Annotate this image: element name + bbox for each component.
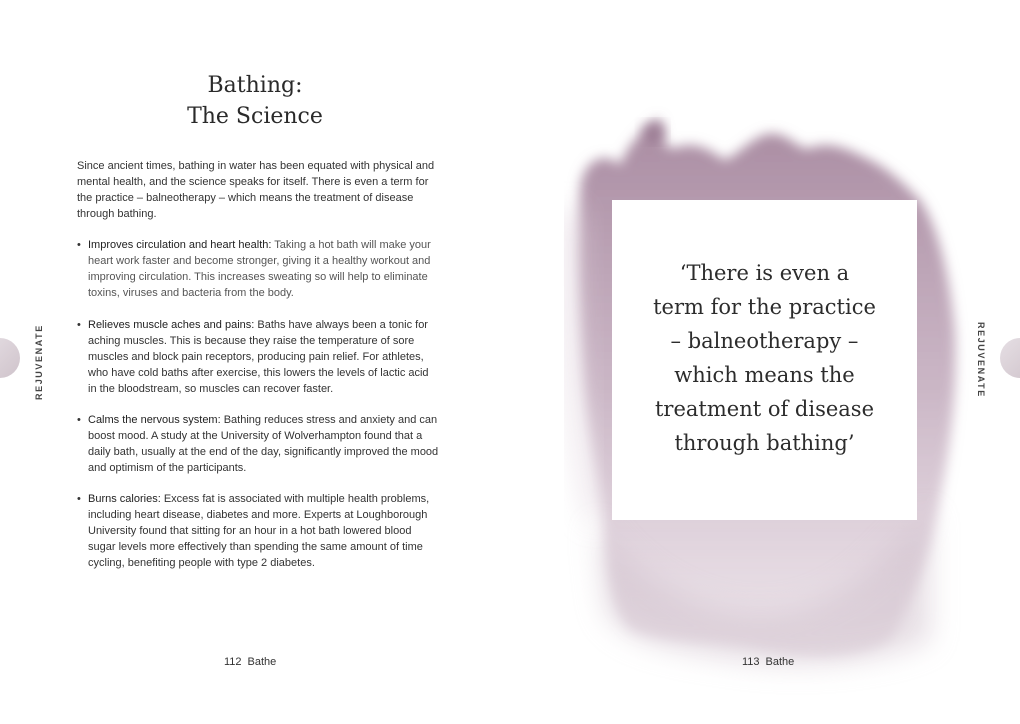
- pull-quote-line: treatment of disease: [654, 397, 875, 421]
- page-title-line-1: Bathing:: [207, 73, 303, 98]
- bullet-body: Baths have always been a tonic for aching muscles. This is because they raise the temperature of sore muscles and block pain receptors, producing pain relief. For athletes, who have cold baths after exercise, this lowers the levels of lactic acid in the bloodstream, so muscles can recover faster.: [88, 319, 429, 395]
- chapter-label-right: REJUVENATE: [976, 322, 986, 398]
- pull-quote-line: through bathing’: [674, 431, 855, 455]
- page-title-line-2: The Science: [187, 104, 323, 129]
- page-number: 113: [742, 656, 760, 668]
- bullet-dot: •: [77, 414, 81, 426]
- bullet-item: [77, 491, 439, 571]
- bullet-dot: •: [77, 239, 81, 251]
- pull-quote-line: which means the: [674, 363, 855, 387]
- chapter-label-left: REJUVENATE: [34, 324, 44, 400]
- bullet-body: Excess fat is associated with multiple health problems, including heart disease, diabetes and more. Experts at Loughborough University found that sitting for an hour in a hot bath lowered blood sugar levels more effectively than spending the same amount of time cycling, benefiting people with type 2 diabetes.: [88, 493, 430, 569]
- bullet-text: [88, 237, 439, 301]
- page-footer-right: [742, 656, 794, 668]
- bullet-lead: Relieves muscle aches and pains:: [88, 319, 255, 331]
- page-number: 112: [224, 656, 242, 668]
- pull-quote-line: ‘There is even a: [679, 261, 850, 285]
- bullet-text: [88, 412, 439, 476]
- bullet-text: [88, 491, 439, 571]
- bullet-lead: Calms the nervous system:: [88, 414, 221, 426]
- bullet-item: [77, 317, 439, 397]
- page-footer-left: [224, 656, 276, 668]
- section-name: Bathe: [247, 656, 277, 668]
- right-page: [510, 0, 1020, 724]
- bullet-item: [77, 412, 439, 476]
- bullet-body: Bathing reduces stress and anxiety and can boost mood. A study at the University of Wolverhampton found that a daily bath, usually at the end of the day, significantly improved the mood and optimism of the participants.: [88, 414, 439, 474]
- bullet-dot: •: [77, 319, 81, 331]
- pull-quote: [612, 256, 917, 460]
- page-title: [110, 70, 400, 132]
- chapter-tab-marker: [0, 338, 20, 378]
- bullet-lead: Improves circulation and heart health:: [88, 239, 272, 251]
- pull-quote-line: – balneotherapy –: [670, 329, 859, 353]
- bullet-item: [77, 237, 439, 301]
- pull-quote-line: term for the practice: [653, 295, 876, 319]
- intro-paragraph: Since ancient times, bathing in water has been equated with physical and mental health, and the science speaks for itself. There is even a term for the practice – balneotherapy – which means the treatment of disease through bathing.: [77, 160, 435, 220]
- pull-quote-box: [612, 200, 917, 520]
- bullet-text: [88, 317, 439, 397]
- bullet-dot: •: [77, 493, 81, 505]
- bullet-body: Taking a hot bath will make your heart work faster and become stronger, giving it a healthy workout and improving circulation. This increases sweating so will help to eliminate toxins, viruses and bacteria from the body.: [88, 239, 431, 299]
- bullet-lead: Burns calories:: [88, 493, 161, 505]
- section-name: Bathe: [765, 656, 795, 668]
